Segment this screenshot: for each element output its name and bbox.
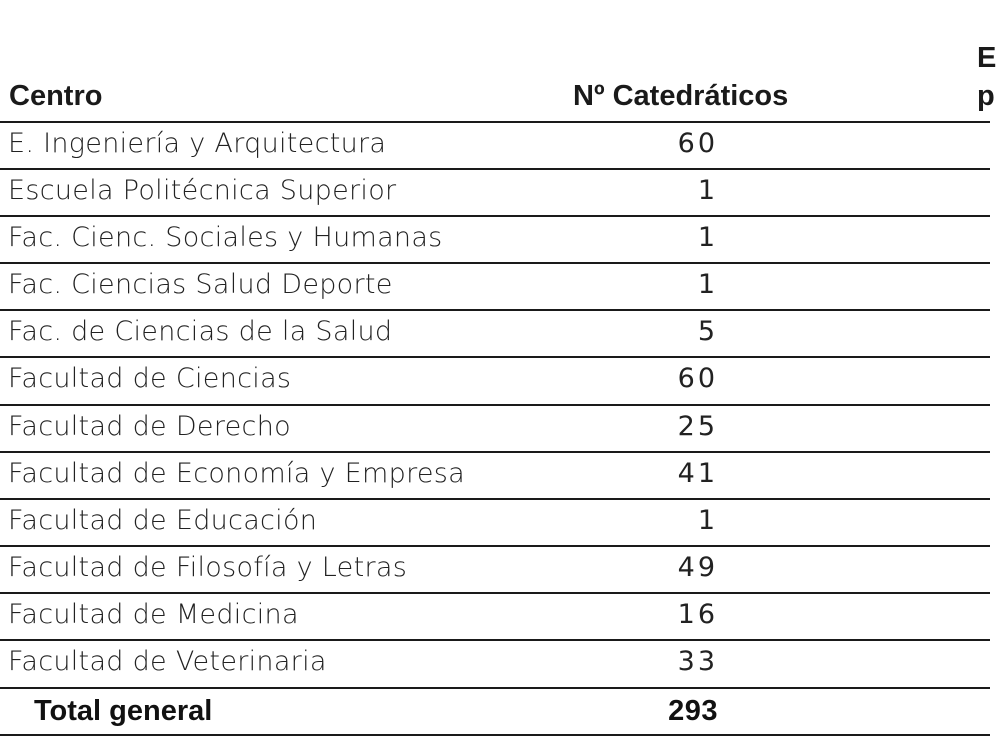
catedraticos-cell: 16: [677, 599, 718, 630]
catedraticos-cell: 5: [697, 316, 718, 347]
catedraticos-cell: 41: [677, 458, 718, 489]
table-row: [0, 216, 990, 262]
centro-cell: Facultad de Economía y Empresa: [8, 458, 466, 489]
centro-cell: Escuela Politécnica Superior: [8, 175, 397, 206]
table-row: [0, 405, 990, 451]
catedraticos-cell: 33: [677, 646, 718, 677]
centro-cell: Fac. Ciencias Salud Deporte: [8, 269, 393, 300]
table-row: [0, 546, 990, 592]
table-row: [0, 310, 990, 356]
catedraticos-cell: 1: [697, 269, 718, 300]
table-row: [0, 263, 990, 309]
table-row: [0, 640, 990, 686]
centro-cell: Facultad de Veterinaria: [8, 646, 327, 677]
catedraticos-cell: 1: [697, 505, 718, 536]
catedraticos-cell: 60: [677, 128, 718, 159]
table-row: [0, 452, 990, 498]
centro-cell: Facultad de Derecho: [8, 411, 291, 442]
column-header-extra-line2: p: [977, 80, 995, 112]
centro-cell: Facultad de Filosofía y Letras: [8, 552, 408, 583]
centro-cell: Facultad de Ciencias: [8, 363, 292, 394]
catedraticos-cell: 49: [677, 552, 718, 583]
catedraticos-cell: 1: [697, 175, 718, 206]
table-row: [0, 357, 990, 403]
table-bottom-rule: [0, 734, 990, 736]
centro-cell: Fac. Cienc. Sociales y Humanas: [8, 222, 443, 253]
total-row: [0, 689, 990, 735]
column-header-centro: Centro: [9, 80, 103, 112]
catedraticos-cell: 25: [677, 411, 718, 442]
table-row: [0, 169, 990, 215]
centro-cell: Facultad de Educación: [8, 505, 318, 536]
centro-cell: E. Ingeniería y Arquitectura: [8, 128, 387, 159]
centro-cell: Fac. de Ciencias de la Salud: [8, 316, 393, 347]
column-header-catedraticos: Nº Catedráticos: [573, 80, 789, 112]
total-label: Total general: [34, 695, 213, 727]
table-row: [0, 593, 990, 639]
table-row: [0, 499, 990, 545]
column-header-extra-line1: E: [977, 42, 996, 74]
catedraticos-cell: 60: [677, 363, 718, 394]
centro-cell: Facultad de Medicina: [8, 599, 299, 630]
total-value: 293: [668, 695, 718, 727]
catedraticos-cell: 1: [697, 222, 718, 253]
table-row: [0, 122, 990, 168]
